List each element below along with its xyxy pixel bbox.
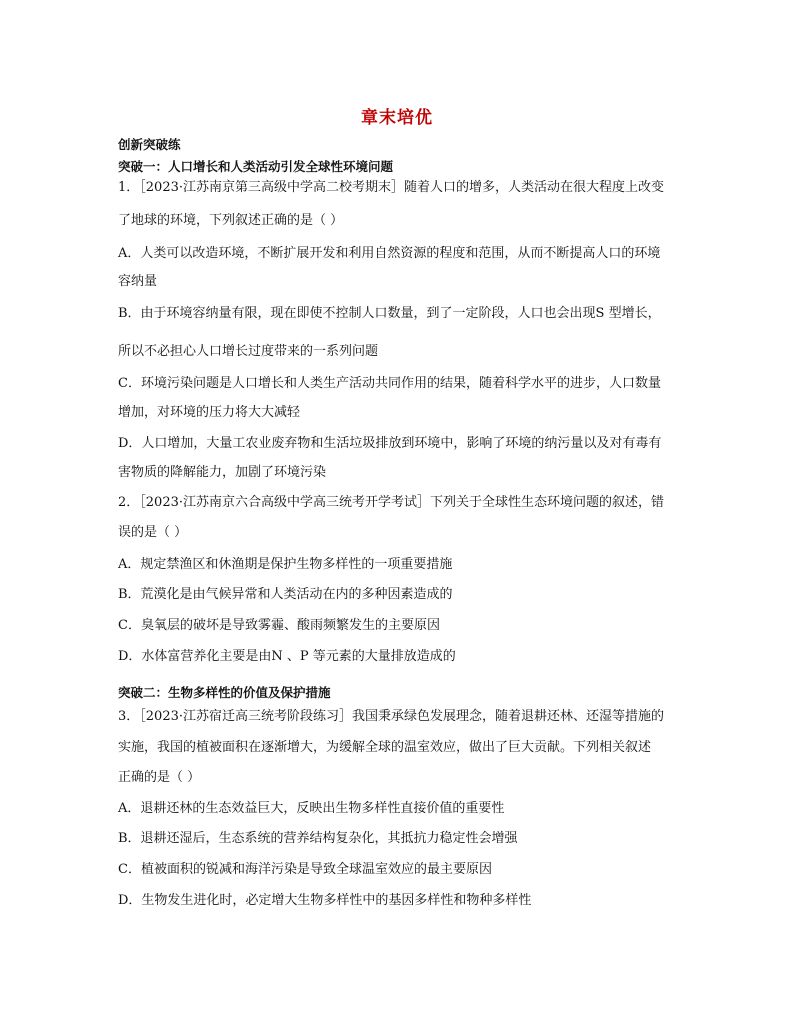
question-3-option-c: C．植被面积的锐减和海洋污染是导致全球温室效应的最主要原因 [118,862,492,877]
question-1-stem-line-2: 了地球的环境，下列叙述正确的是（ ） [118,213,344,228]
question-1-stem-line-1: 1．［2023·江苏南京第三高级中学高二校考期末］随着人口的增多，人类活动在很大程度上改变 [118,180,664,195]
question-1-option-a-line-2: 容纳量 [118,274,158,289]
question-2-option-a: A．规定禁渔区和休渔期是保护生物多样性的一项重要措施 [118,557,453,572]
question-2-stem-line-1: 2．［2023·江苏南京六合高级中学高三统考开学考试］下列关于全球性生态环境问题的叙述，错 [118,495,664,510]
question-2-option-c: C．臭氧层的破坏是导致雾霾、酸雨频繁发生的主要原因 [118,618,440,633]
section-heading-2: 突破二：生物多样性的价值及保护措施 [118,685,331,700]
question-3-option-b: B．退耕还湿后，生态系统的营养结构复杂化，其抵抗力稳定性会增强 [118,831,518,846]
question-3-stem-line-2: 实施，我国的植被面积在逐渐增大，为缓解全球的温室效应，做出了巨大贡献。下列相关叙述 [118,740,652,755]
question-1-option-c-line-1: C．环境污染问题是人口增长和人类生产活动共同作用的结果，随着科学水平的进步，人口数量 [118,376,661,391]
question-1-option-b-line-2: 所以不必担心人口增长过度带来的一系列问题 [118,344,379,359]
page-title: 章末培优 [361,108,433,128]
question-3-option-a: A．退耕还林的生态效益巨大，反映出生物多样性直接价值的重要性 [118,801,505,816]
question-2-stem-line-2: 误的是（ ） [118,525,188,540]
question-3-stem-line-1: 3．［2023·江苏宿迁高三统考阶段练习］我国秉承绿色发展理念，随着退耕还林、还湿等措施的 [118,709,664,724]
question-3-stem-line-3: 正确的是（ ） [118,770,201,785]
section-heading-1: 突破一：人口增长和人类活动引发全球性环境问题 [118,159,394,174]
question-1-option-d-line-1: D．人口增加，大量工农业废弃物和生活垃圾排放到环境中，影响了环境的纳污量以及对有毒有 [118,436,662,451]
question-1-option-c-line-2: 增加，对环境的压力将大大减轻 [118,405,301,420]
question-3-option-d: D．生物发生进化时，必定增大生物多样性中的基因多样性和物种多样性 [118,893,532,908]
category-label: 创新突破练 [118,137,181,152]
question-1-option-b-line-1: B．由于环境容纳量有限，现在即使不控制人口数量，到了一定阶段，人口也会出现S 型增长， [118,306,661,321]
question-1-option-d-line-2: 害物质的降解能力，加剧了环境污染 [118,465,327,480]
question-1-option-a-line-1: A．人类可以改造环境，不断扩展开发和利用自然资源的程度和范围，从而不断提高人口的环境 [118,246,661,261]
question-2-option-b: B．荒漠化是由气候异常和人类活动在内的多种因素造成的 [118,587,453,602]
question-2-option-d: D．水体富营养化主要是由N 、P 等元素的大量排放造成的 [118,649,456,664]
